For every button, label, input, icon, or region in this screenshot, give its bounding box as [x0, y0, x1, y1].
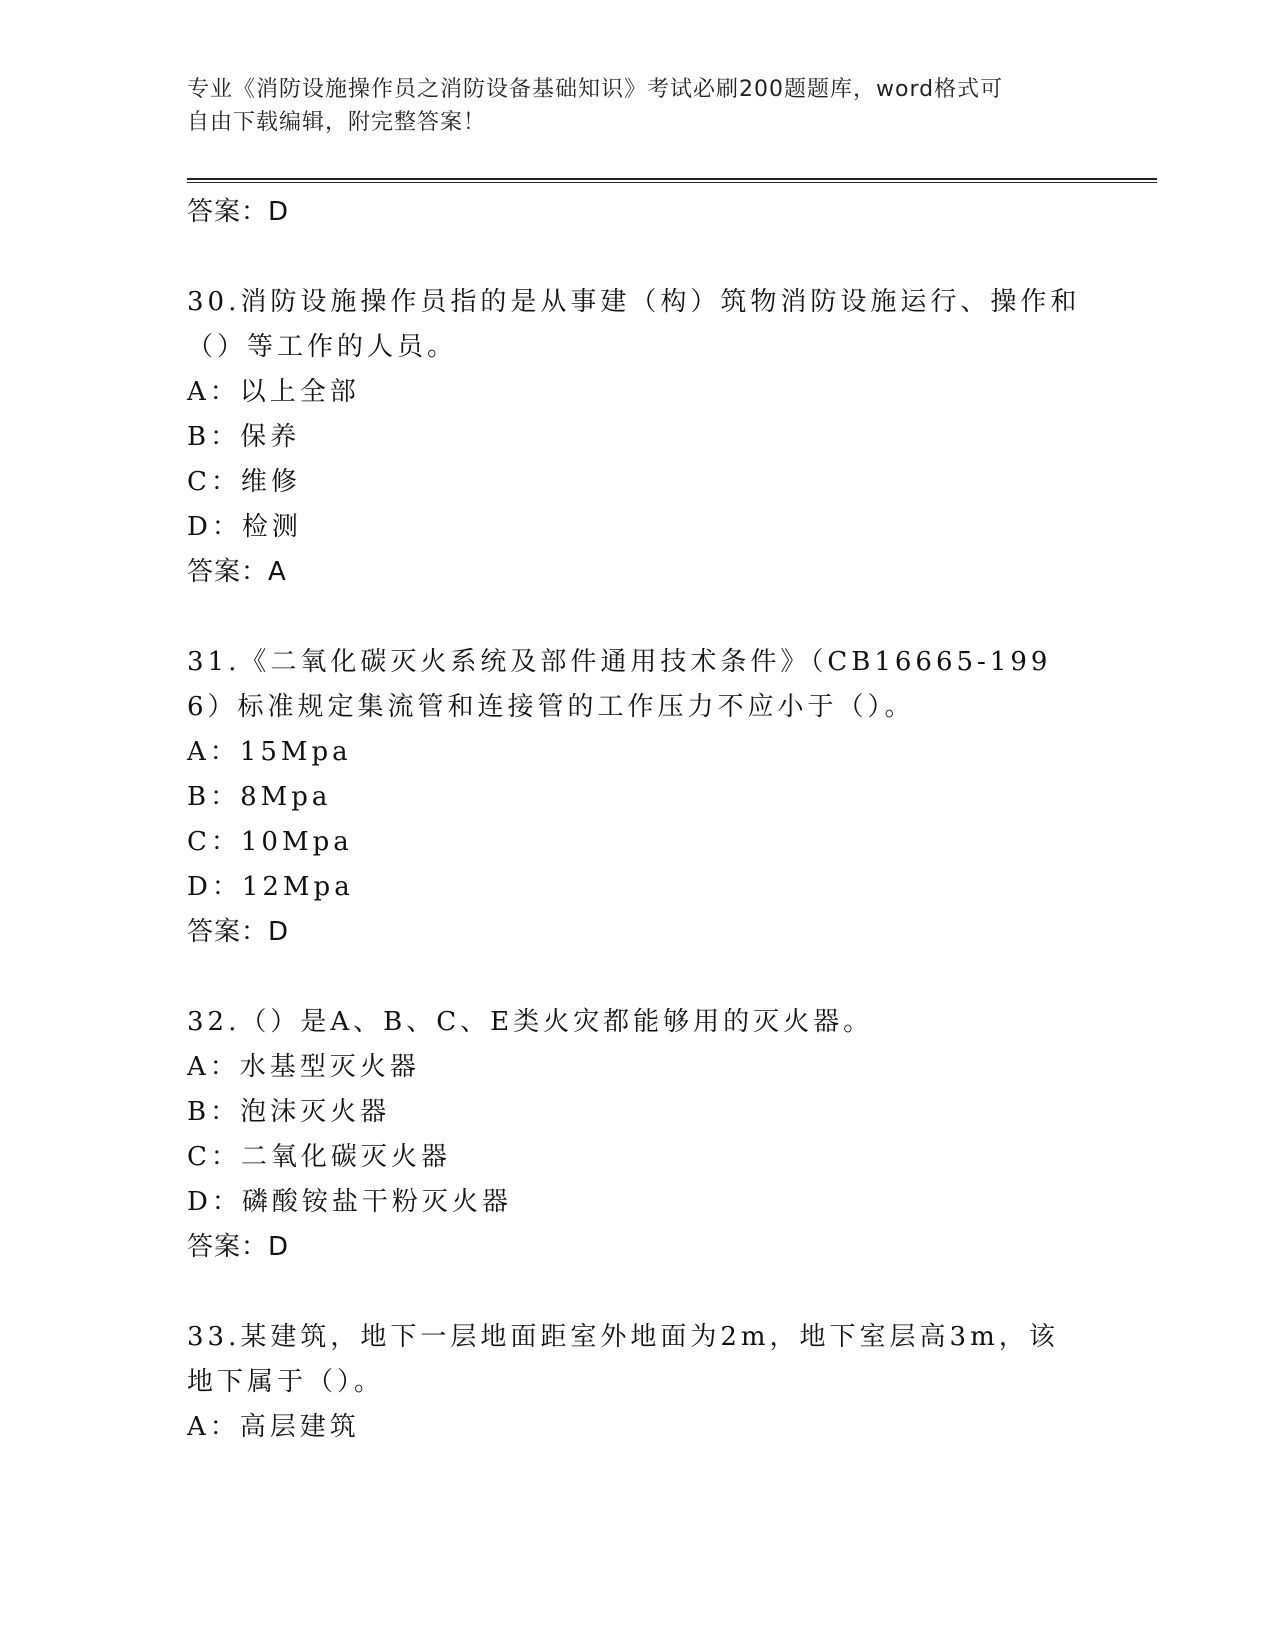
option-d: D：磷酸铵盐干粉灭火器 [187, 1187, 512, 1217]
option-a: A：15Mpa [187, 737, 352, 767]
question-list [187, 190, 1087, 1450]
option-c: C：二氧化碳灭火器 [187, 1142, 451, 1172]
header-line-2: 自由下载编辑，附完整答案！ [187, 110, 487, 135]
option-d: D：12Mpa [187, 872, 354, 902]
option-b: B：保养 [187, 422, 301, 452]
question-block [187, 1000, 1087, 1270]
option-a: A：水基型灭火器 [187, 1052, 420, 1082]
option-c: C：维修 [187, 467, 301, 497]
question-text: 30.消防设施操作员指的是从事建（构）筑物消防设施运行、操作和（）等工作的人员。 [187, 287, 1081, 362]
answer-line: 答案：D [187, 917, 290, 947]
header-rule [187, 178, 1157, 183]
option-b: B：泡沫灭火器 [187, 1097, 391, 1127]
question-text: 31.《二氧化碳灭火系统及部件通用技术条件》（CB16665-1996）标准规定集流管和连接管的工作压力不应小于（）。 [187, 647, 1052, 722]
answer-line: 答案：D [187, 197, 290, 227]
answer-line: 答案：D [187, 1232, 290, 1262]
option-b: B：8Mpa [187, 782, 332, 812]
option-a: A：高层建筑 [187, 1412, 360, 1442]
option-d: D：检测 [187, 512, 302, 542]
question-block [187, 1315, 1087, 1450]
option-a: A：以上全部 [187, 377, 360, 407]
answer-line: 答案：A [187, 557, 287, 587]
question-block [187, 640, 1087, 955]
question-text: 33.某建筑，地下一层地面距室外地面为2m，地下室层高3m，该地下属于（）。 [187, 1322, 1059, 1397]
question-text: 32.（）是A、B、C、E类火灾都能够用的灭火器。 [187, 1007, 874, 1037]
question-block [187, 280, 1087, 595]
header-line-1: 专业《消防设施操作员之消防设备基础知识》考试必刷200题题库，word格式可 [187, 77, 1004, 102]
document-header [187, 73, 1087, 139]
option-c: C：10Mpa [187, 827, 353, 857]
